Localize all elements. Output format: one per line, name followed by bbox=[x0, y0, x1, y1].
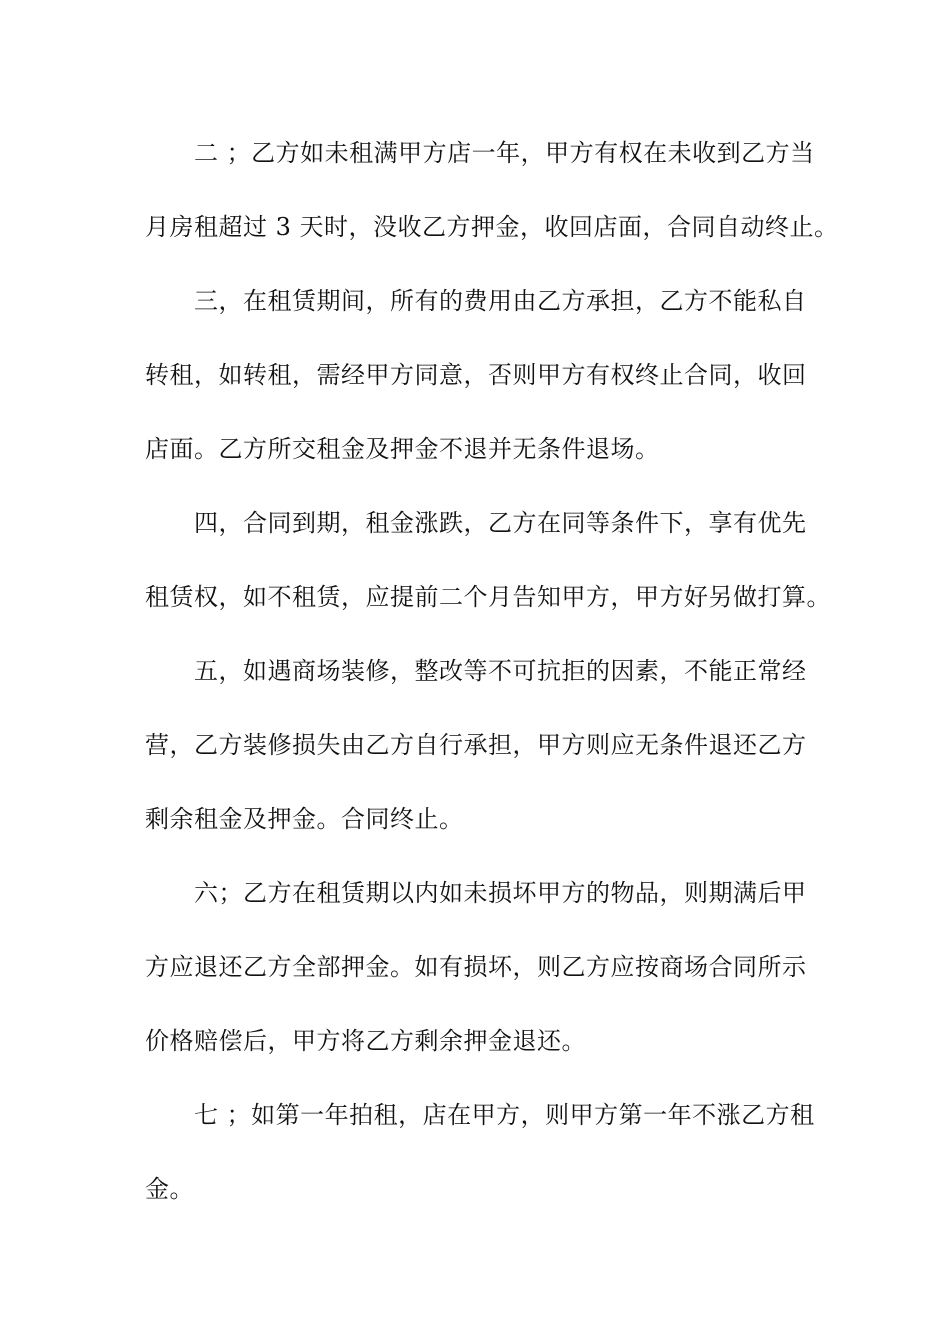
clause-2-line-2: 月房租超过 3 天时，没收乙方押金，收回店面，合同自动终止。 bbox=[145, 213, 839, 241]
clause-2-line-1: 二 ；乙方如未租满甲方店一年，甲方有权在未收到乙方当 bbox=[194, 139, 815, 167]
clause-4-line-2: 租赁权，如不租赁，应提前二个月告知甲方，甲方好另做打算。 bbox=[145, 583, 831, 611]
clause-6-line-1: 六；乙方在租赁期以内如未损坏甲方的物品，则期满后甲 bbox=[194, 879, 807, 907]
clause-5-line-3: 剩余租金及押金。合同终止。 bbox=[145, 805, 464, 833]
clause-5-line-2: 营，乙方装修损失由乙方自行承担，甲方则应无条件退还乙方 bbox=[145, 731, 807, 759]
clause-6-line-3: 价格赔偿后，甲方将乙方剩余押金退还。 bbox=[145, 1027, 586, 1055]
clause-7-line-1: 七 ；如第一年拍租，店在甲方，则甲方第一年不涨乙方租 bbox=[194, 1101, 815, 1129]
clause-4-line-1: 四，合同到期，租金涨跌，乙方在同等条件下，享有优先 bbox=[194, 509, 807, 537]
clause-3-line-1: 三，在租赁期间，所有的费用由乙方承担，乙方不能私自 bbox=[194, 287, 807, 315]
clause-3-line-2: 转租，如转租，需经甲方同意，否则甲方有权终止合同，收回 bbox=[145, 361, 807, 389]
clause-6-line-2: 方应退还乙方全部押金。如有损坏，则乙方应按商场合同所示 bbox=[145, 953, 807, 981]
clause-7-line-2: 金。 bbox=[145, 1175, 194, 1203]
clause-5-line-1: 五，如遇商场装修，整改等不可抗拒的因素，不能正常经 bbox=[194, 657, 807, 685]
clause-3-line-3: 店面。乙方所交租金及押金不退并无条件退场。 bbox=[145, 435, 660, 463]
